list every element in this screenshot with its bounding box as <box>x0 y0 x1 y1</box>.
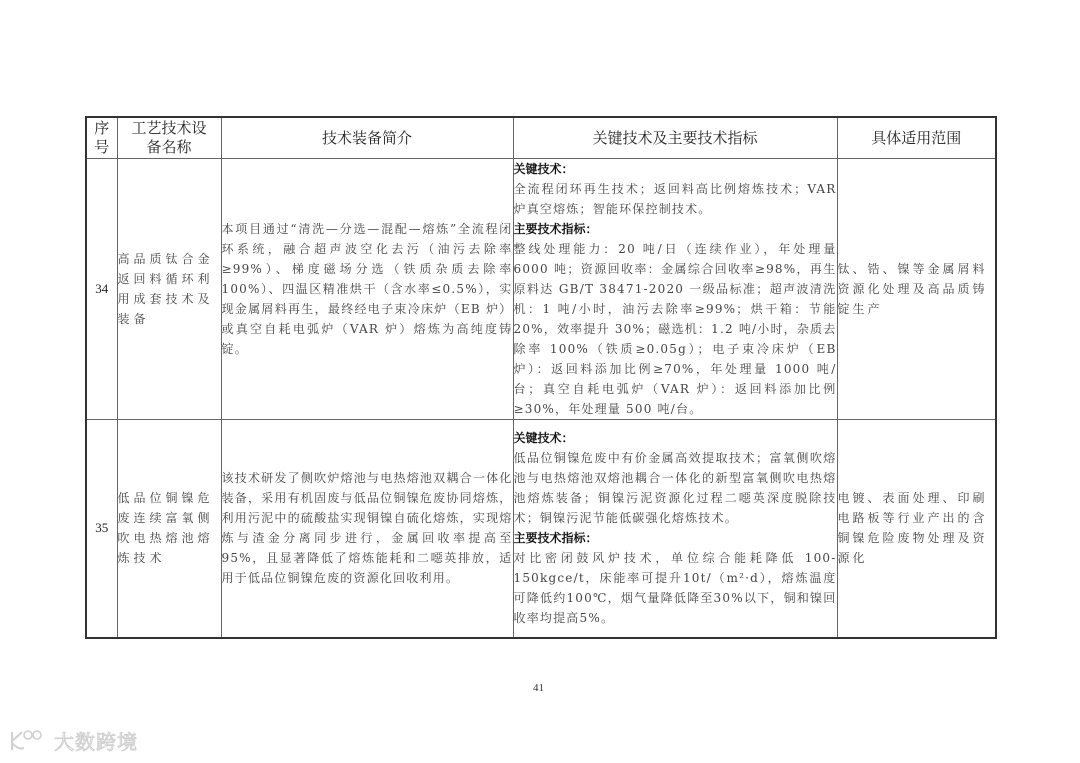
key-tech-label: 关键技术： <box>513 431 574 446</box>
row-scope: 钛、锆、镍等金属屑料资源化处理及高品质铸锭生产 <box>837 159 996 420</box>
watermark-logo-icon <box>8 728 48 754</box>
table-header-row <box>86 117 996 159</box>
row-key-tech <box>513 420 837 638</box>
equipment-table <box>85 116 997 639</box>
row-equipment-name: 低品位铜镍危废连续富氧侧吹电热熔池熔炼技术 <box>117 420 221 638</box>
page-number: 41 <box>533 682 544 694</box>
key-tech-text: 低品位铜镍危废中有价金属高效提取技术；富氧侧吹熔池与电热熔池双熔池耦合一体化的新型富氧侧吹电热熔池熔炼装备；铜镍污泥资源化过程二噁英深度脱除技术；铜镍污泥节能低碳强化熔炼技术。 <box>513 451 837 526</box>
key-tech-text: 全流程闭环再生技术；返回料高比例熔炼技术；VAR 炉真空熔炼；智能环保控制技术。 <box>513 182 837 216</box>
header-intro: 技术装备简介 <box>221 117 513 159</box>
table-row <box>86 159 996 420</box>
row-key-tech <box>513 159 837 420</box>
row-intro: 本项目通过“清洗—分选—混配—熔炼”全流程闭环系统，融合超声波空化去污（油污去除率≥99%）、梯度磁场分选（铁质杂质去除率 100%）、四温区精准烘干（含水率≤0.5%），实现金属屑料再生，最终经电子束冷床炉（EB 炉）或真空自耗电弧炉（VAR 炉）熔炼为高纯度铸锭。 <box>221 159 513 420</box>
key-tech-label: 关键技术： <box>513 162 574 176</box>
metrics-label: 主要技术指标： <box>513 531 598 546</box>
watermark-text: 大数跨境 <box>54 730 138 754</box>
metrics-text: 整线处理能力：20 吨/日（连续作业），年处理量 6000 吨；资源回收率：金属综合回收率≥98%，再生原料达 GB/T 38471-2020 一级品标准；超声波清洗机：1 吨/小时，油污去除率≥99%；烘干箱：节能 20%，效率提升 30%；磁选机：1.2 吨/小时，杂质去除率 100%（铁质≥0.05g）；电子束冷床炉（EB 炉）：返回料添加比例≥70%，年处理量 1000 吨/台；真空自耗电弧炉（VAR 炉）：返回料添加比例≥30%，年处理量 500 吨/台。 <box>513 242 837 416</box>
header-name: 工艺技术设备名称 <box>117 117 221 159</box>
metrics-text: 对比密闭鼓风炉技术，单位综合能耗降低 100-150kgce/t，床能率可提升10t/（m²·d），熔炼温度可降低约100℃，烟气量降低降至30%以下，铜和镍回收率均提高5%。 <box>513 551 837 626</box>
row-equipment-name: 高品质钛合金返回料循环利用成套技术及装备 <box>117 159 221 420</box>
header-index: 序号 <box>86 117 117 159</box>
row-scope: 电镀、表面处理、印刷电路板等行业产出的含铜镍危险废物处理及资源化 <box>837 420 996 638</box>
row-intro: 该技术研发了侧吹炉熔池与电热熔池双耦合一体化装备，采用有机固废与低品位铜镍危废协同熔炼，利用污泥中的硫酸盐实现铜镍自硫化熔炼，实现熔炼与渣金分离同步进行，金属回收率提高至 95%，且显著降低了熔炼能耗和二噁英排放，适用于低品位铜镍危废的资源化回收利用。 <box>221 420 513 638</box>
row-index: 35 <box>86 420 117 638</box>
watermark <box>8 726 138 755</box>
header-key-tech: 关键技术及主要技术指标 <box>513 117 837 159</box>
table-row <box>86 420 996 638</box>
header-scope: 具体适用范围 <box>837 117 996 159</box>
metrics-label: 主要技术指标： <box>513 222 598 236</box>
row-index: 34 <box>86 159 117 420</box>
